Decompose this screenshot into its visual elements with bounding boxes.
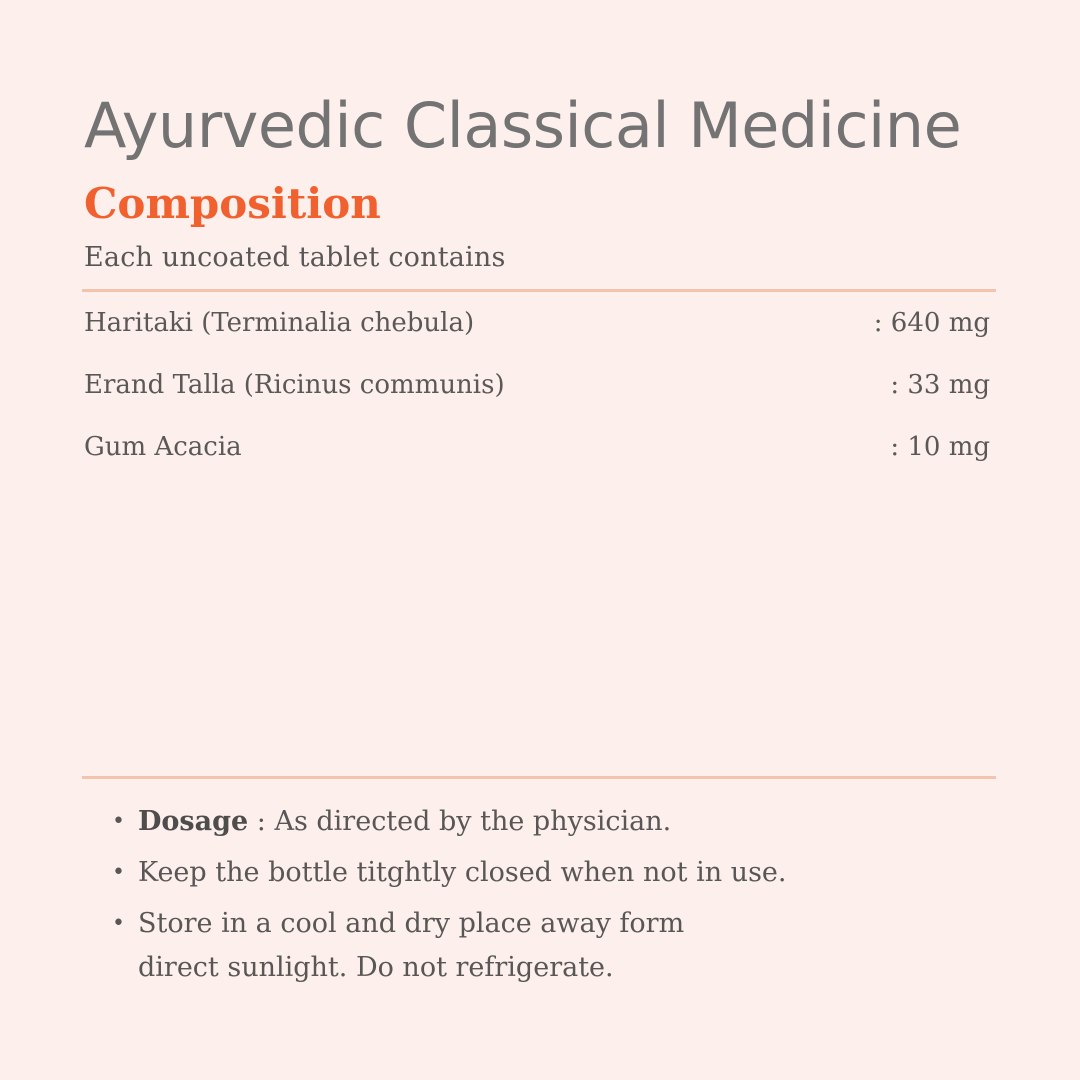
storage-text-line-1: Store in a cool and dry place away form bbox=[138, 908, 685, 939]
section-heading-composition: Composition bbox=[84, 179, 381, 228]
dosage-label: Dosage bbox=[138, 806, 249, 837]
page-title: Ayurvedic Classical Medicine bbox=[84, 89, 962, 162]
dosage-text: : As directed by the physician. bbox=[248, 806, 672, 837]
note-storage-closed bbox=[112, 851, 812, 895]
ingredient-row bbox=[84, 424, 990, 486]
ingredient-list bbox=[84, 300, 990, 486]
ingredient-quantity: : 10 mg bbox=[890, 432, 990, 462]
storage-text-line-2: direct sunlight. Do not refrigerate. bbox=[138, 952, 614, 983]
ingredient-name: Gum Acacia bbox=[84, 432, 242, 462]
bullet-icon: • bbox=[112, 809, 125, 834]
usage-notes bbox=[112, 800, 812, 997]
closed-text: Keep the bottle titghtly closed when not in use. bbox=[138, 857, 787, 888]
ingredient-row bbox=[84, 362, 990, 424]
ingredient-name: Erand Talla (Ricinus communis) bbox=[84, 370, 505, 400]
ingredient-name: Haritaki (Terminalia chebula) bbox=[84, 308, 475, 338]
note-dosage bbox=[112, 800, 812, 844]
ingredient-quantity: : 33 mg bbox=[890, 370, 990, 400]
divider-top bbox=[82, 289, 996, 292]
composition-intro: Each uncoated tablet contains bbox=[84, 242, 506, 273]
bullet-icon: • bbox=[112, 860, 125, 885]
note-storage-conditions bbox=[112, 902, 812, 990]
ingredient-quantity: : 640 mg bbox=[873, 308, 990, 338]
ingredient-row bbox=[84, 300, 990, 362]
divider-bottom bbox=[82, 776, 996, 779]
bullet-icon: • bbox=[112, 911, 125, 936]
